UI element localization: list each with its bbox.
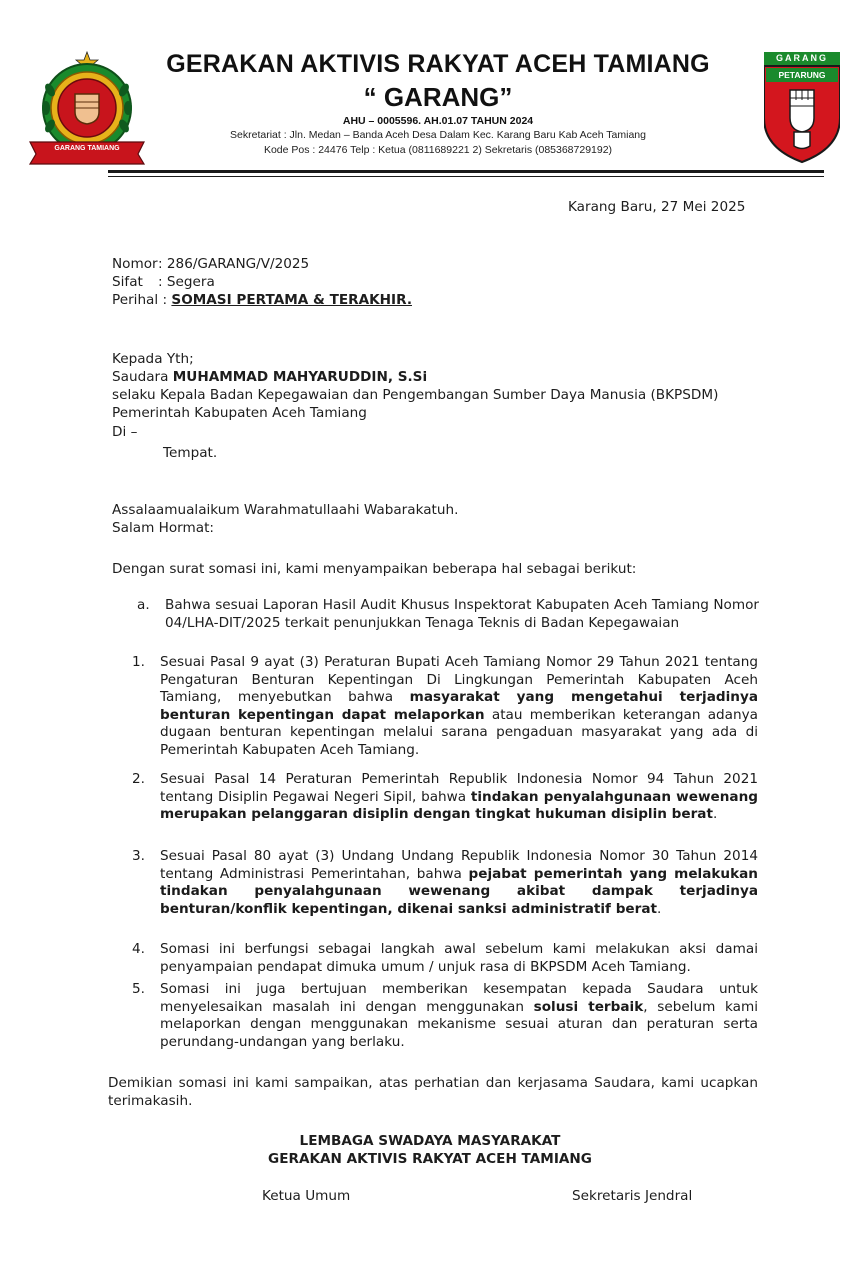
signature-ketua-umum: Ketua Umum <box>262 1188 351 1204</box>
recipient-line <box>112 369 427 387</box>
item-5-part-a: Somasi ini juga bertujuan memberikan kesempatan kepada Saudara untuk menyelesaikan masalah ini dengan menggunakan <box>160 981 758 1015</box>
perihal-label: Perihal : <box>112 292 168 308</box>
ahu-number: AHU – 0005596. AH.01.07 TAHUN 2024 <box>342 115 534 127</box>
list-item-2 <box>132 771 758 841</box>
list-item-5 <box>132 981 758 1053</box>
item-4-marker: 4. <box>132 941 145 957</box>
saudara-prefix: Saudara <box>112 369 173 385</box>
org-name: GERAKAN AKTIVIS RAKYAT ACEH TAMIANG <box>166 50 710 78</box>
item-1-text <box>160 654 758 759</box>
salam-hormat: Salam Hormat: <box>112 520 214 536</box>
item-2-text <box>160 771 758 824</box>
left-logo-banner-text: GARANG TAMIANG <box>54 145 120 152</box>
item-5-marker: 5. <box>132 981 145 997</box>
closing-paragraph: Demikian somasi ini kami sampaikan, atas perhatian dan kerjasama Saudara, kami ucapkan terimakasih. <box>108 1075 758 1109</box>
nomor-value: : 286/GARANG/V/2025 <box>158 256 310 272</box>
signature-sekretaris-jendral: Sekretaris Jendral <box>572 1188 693 1204</box>
intro-text: Dengan surat somasi ini, kami menyampaikan beberapa hal sebagai berikut: <box>112 561 637 577</box>
item-1-part-c: atau memberikan keterangan adanya dugaan benturan kepentingan melalui sarana pengaduan masyarakat yang ada di Pemerintah Kabupaten Aceh Tamiang. <box>160 706 759 758</box>
recipient-org: Pemerintah Kabupaten Aceh Tamiang <box>112 405 367 421</box>
nomor-line <box>112 256 309 274</box>
item-3-part-a: Sesuai Pasal 80 ayat (3) Undang Undang Republik Indonesia Nomor 30 Tahun 2014 tentang Administrasi Pemerintahan, bahwa <box>160 848 758 882</box>
list-item-a <box>137 597 759 633</box>
item-2-marker: 2. <box>132 771 145 787</box>
item-3-part-b: pejabat pemerintah yang melakukan tindakan penyalahgunaan wewenang akibat dampak terjadinya benturan/konflik kepentingan, dikenai sanksi administratif berat <box>160 865 758 917</box>
list-item-4 <box>132 941 758 977</box>
item-3-part-c: . <box>657 900 662 917</box>
place-date: Karang Baru, 27 Mei 2025 <box>568 199 746 215</box>
signature-org-line-1: LEMBAGA SWADAYA MASYARAKAT <box>299 1133 561 1149</box>
item-2-part-b: tindakan penyalahgunaan wewenang merupakan pelanggaran disiplin dengan tingkat hukuman disiplin berat <box>160 788 759 822</box>
garang-tamiang-logo <box>28 50 146 166</box>
kepada-yth: Kepada Yth; <box>112 351 194 367</box>
garang-petarung-logo <box>764 52 840 164</box>
item-4-text: Somasi ini berfungsi sebagai langkah awal sebelum kami melakukan aksi damai penyampaian pendapat dimuka umum / unjuk rasa di BKPSDM Aceh Tamiang. <box>160 941 758 975</box>
item-1-marker: 1. <box>132 654 145 670</box>
letterhead-rule-thick <box>108 170 824 173</box>
list-item-3 <box>132 848 758 936</box>
right-logo-band-text: PETARUNG <box>778 70 826 80</box>
scan-cut-fade <box>137 631 759 645</box>
item-2-part-a: Sesuai Pasal 14 Peraturan Pemerintah Republik Indonesia Nomor 94 Tahun 2021 tentang Disiplin Pegawai Negeri Sipil, bahwa <box>160 771 758 805</box>
recipient-name: MUHAMMAD MAHYARUDDIN, S.Si <box>172 369 428 385</box>
sifat-line <box>112 274 215 292</box>
item-1-part-b: masyarakat yang mengetahui terjadinya benturan kepentingan dapat melaporkan <box>160 689 758 723</box>
item-1-part-a: Sesuai Pasal 9 ayat (3) Peraturan Bupati Aceh Tamiang Nomor 29 Tahun 2021 tentang Pengaturan Benturan Kepentingan Di Lingkungan Pemerintah Kabupaten Aceh Tamiang, menyebutkan bahwa <box>160 654 758 705</box>
item-a-marker: a. <box>137 597 150 613</box>
recipient-role: selaku Kepala Badan Kepegawaian dan Pengembangan Sumber Daya Manusia (BKPSDM) <box>112 387 719 403</box>
perihal-line <box>112 292 412 310</box>
item-3-text <box>160 848 758 918</box>
tempat-line: Tempat. <box>163 445 218 461</box>
secretariat-address: Sekretariat : Jln. Medan – Banda Aceh Desa Dalam Kec. Karang Baru Kab Aceh Tamiang <box>230 129 646 141</box>
item-3-marker: 3. <box>132 848 145 864</box>
signature-org-line-2: GERAKAN AKTIVIS RAKYAT ACEH TAMIANG <box>268 1151 592 1167</box>
di-line: Di – <box>112 424 138 440</box>
right-logo-top-text: GARANG <box>776 53 828 63</box>
nomor-label: Nomor <box>112 256 158 272</box>
item-2-part-c: . <box>712 806 718 822</box>
sifat-value: : Segera <box>158 274 215 290</box>
contact-info: Kode Pos : 24476 Telp : Ketua (0811689221 2) Sekretaris (085368729192) <box>263 144 613 156</box>
perihal-value: SOMASI PERTAMA & TERAKHIR. <box>171 292 412 308</box>
sifat-label: Sifat <box>112 274 143 290</box>
item-a-text: Bahwa sesuai Laporan Hasil Audit Khusus Inspektorat Kabupaten Aceh Tamiang Nomor 04/LHA-DIT/2025 terkait penunjukkan Tenaga Teknis di Badan Kepegawaian <box>165 597 759 631</box>
item-5-text <box>160 981 758 1051</box>
list-item-1 <box>132 654 758 759</box>
greeting: Assalaamualaikum Warahmatullaahi Wabarakatuh. <box>112 502 459 518</box>
item-5-part-b: solusi terbaik <box>533 998 644 1015</box>
item-5-part-c: , sebelum kami melaporkan dengan menggunakan mekanisme sesuai aturan dan peraturan serta perundang-undangan yang berlaku. <box>160 998 758 1050</box>
letterhead-rule-thin <box>108 176 824 177</box>
org-short-name: “ GARANG” <box>363 82 513 112</box>
